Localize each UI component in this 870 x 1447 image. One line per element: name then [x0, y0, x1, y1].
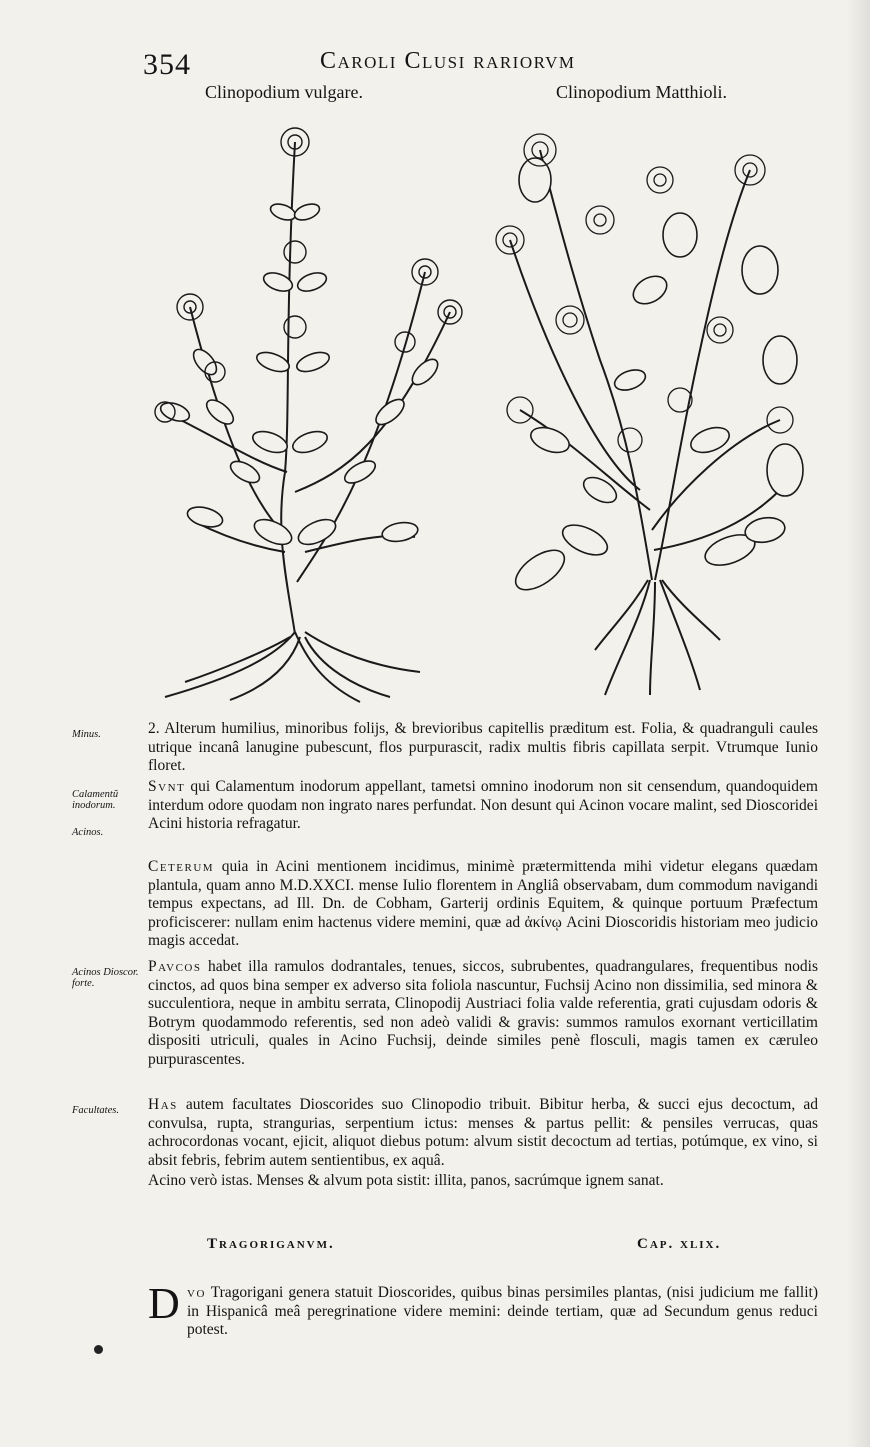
margin-note-minus: Minus. [72, 729, 101, 740]
ink-blot [94, 1345, 103, 1354]
paragraph-text: qui Calamentum inodorum appellant, tametsi omnino inodorum non sit censendum, quandoquidem interdum odore quodam non ingrato nares perfundat. Non desunt qui Acinon vocare malint, sed Dioscoridei Acini historia refragatur. [148, 778, 818, 833]
margin-note-calamentum: Calamentũ inodorum. [72, 789, 119, 811]
margin-note-acinos: Acinos. [72, 827, 104, 838]
page-number: 354 [143, 48, 191, 81]
page-edge-shadow [846, 0, 870, 1447]
margin-note-facultates: Facultates. [72, 1105, 119, 1116]
running-head: Caroli Clusi rariorvm [320, 48, 576, 74]
woodcut-clinopodium-matthioli [480, 110, 810, 700]
paragraph-lead: Has [148, 1096, 178, 1113]
drop-capital: D [148, 1279, 180, 1328]
paragraph-text: 2. Alterum humilius, minoribus folijs, & brevioribus capitellis præditum est. Folia, & quadranguli caules utrique incanâ lanugine pubescunt, flos purpurascit, radix multis fibris capillata serpit. Vtrumque Iunio floret. [148, 720, 818, 775]
paragraph-lead: Pavcos [148, 958, 202, 975]
chapter-paragraph [187, 1284, 818, 1340]
paragraph-3 [148, 858, 818, 951]
paragraph-4 [148, 958, 818, 1070]
figure-caption-left: Clinopodium vulgare. [205, 82, 363, 102]
paragraph-lead: Svnt [148, 778, 186, 795]
paragraph-text: Tragorigani genera statuit Dioscorides, quibus binas persimiles plantas, (nisi judicium me fallit) in Hispanicâ meâ peregrinatione videre memini: deinde tertiam, quæ ad Secundum genus reduci potest. [187, 1284, 818, 1339]
paragraph-text: Acino verò istas. Menses & alvum pota sistit: illita, panos, sacrúmque ignem sanat. [148, 1172, 664, 1189]
paragraph-6 [148, 1172, 818, 1191]
woodcut-clinopodium-vulgare [145, 112, 475, 704]
paragraph-text: autem facultates Dioscorides suo Clinopodio tribuit. Bibitur herba, & succi ejus decoctum, ad convulsa, rupta, strangurias, serpentium ictus: menses & partus pellit: & pensiles verrucas, quas achrocordonas vocant, ejicit, aliquot diebus potum: alvum sistit decoctum ad tertias, potúmque, ex vino, si absit febris, febrim autem sentientibus, ex aquâ. [148, 1096, 818, 1169]
paragraph-1 [148, 720, 818, 776]
chapter-title: Tragoriganvm. [207, 1236, 335, 1252]
chapter-number: Cap. xlix. [637, 1236, 722, 1252]
paragraph-text: quia in Acini mentionem incidimus, minimè prætermittenda mihi videtur elegans quædam plantula, quam anno M.D.XXCI. mense Iulio florentem in Angliâ observabam, dum commodum navigandi tempus expectans, ad Ill. Dn. de Cobham, Garterij ordinis Equitem, & quinque portuum Præfectum proficiscerer: nullam enim hactenus videre memini, quæ ad ἀκίνῳ Acini Dioscoridis historiam meo judicio magis accedat. [148, 858, 818, 950]
margin-note-acinos-dioscor: Acinos Dioscor. forte. [72, 967, 139, 989]
figure-caption-right: Clinopodium Matthioli. [556, 82, 728, 102]
paragraph-2 [148, 778, 818, 834]
paragraph-text: habet illa ramulos dodrantales, tenues, siccos, subrubentes, quadrangulares, frequentibus nodis cinctos, ad quos bina semper ex adverso sita foliola nascuntur, Fuchsij Acino non dissimilia, sed minora & succulentiora, neque in ambitu serrata, Clinopodij Austriaci folia valde referentia, grati cujusdam odoris & Botrym quodammodo referentis, sed non adeò validi & gravis: summos ramulos exornant verticillatim dispositi utriculi, quales in Acino Fuchsij, deinde similes penè flosculi, magis tamen ex cæruleo purpurascentes. [148, 958, 818, 1068]
paragraph-5 [148, 1096, 818, 1170]
paragraph-lead: Ceterum [148, 858, 215, 875]
paragraph-lead: vo [187, 1284, 206, 1301]
